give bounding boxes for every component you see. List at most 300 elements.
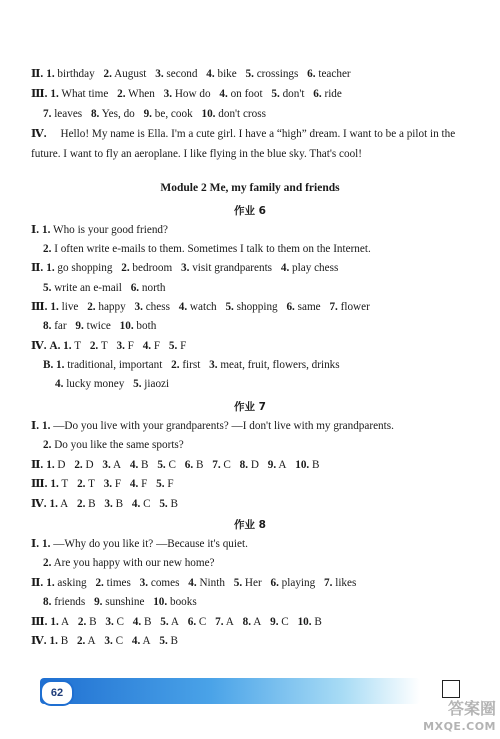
item-number: 5. (233, 577, 243, 589)
item-number: 7. (43, 108, 52, 120)
item-answer: T (61, 478, 69, 490)
item-answer: times (106, 577, 131, 589)
item-answer: A (112, 459, 122, 471)
item-answer: B (88, 498, 96, 510)
item-answer: first (182, 359, 201, 371)
item-number: 4. (206, 68, 215, 80)
item-answer: C (223, 459, 231, 471)
item-number: 3. (104, 498, 113, 510)
item-number: 5. (43, 282, 52, 294)
answer-item (91, 108, 135, 120)
item-number: 3. (139, 577, 149, 589)
item-answer: likes (335, 577, 357, 589)
watermark-logo (410, 700, 496, 736)
item-number: 7. (329, 301, 338, 313)
answer-item (140, 577, 180, 589)
item-answer: shopping (236, 301, 278, 313)
item-number: 5. (160, 616, 169, 628)
answer-line (31, 419, 394, 433)
answer-item (155, 68, 197, 80)
answer-item (104, 68, 147, 80)
answer-line (31, 300, 370, 314)
item-number: 4. (55, 378, 64, 390)
item-number: B. 1. (43, 359, 65, 371)
item-answer: A (253, 616, 262, 628)
item-answer: both (136, 320, 157, 332)
answer-item (246, 68, 299, 80)
answer-item (243, 616, 262, 628)
item-number: 2. (43, 439, 52, 451)
answer-line (31, 477, 174, 491)
answer-item (132, 498, 151, 510)
item-number: 3. (163, 88, 173, 100)
answer-item (43, 108, 82, 120)
answer-item (105, 616, 124, 628)
section-number: Ⅲ. (31, 301, 48, 313)
item-number: 2. (74, 459, 83, 471)
item-number: 9. (143, 108, 152, 120)
item-answer: comes (150, 577, 180, 589)
item-answer: Ninth (199, 577, 225, 589)
item-answer: friends (54, 596, 86, 608)
answer-item (307, 68, 350, 80)
item-number: 2. (95, 577, 104, 589)
answer-item (159, 635, 178, 647)
item-answer: don't (282, 88, 305, 100)
answer-item (104, 498, 123, 510)
item-answer: on foot (230, 88, 263, 100)
item-number: 4. (280, 262, 290, 274)
answer-line (43, 281, 166, 295)
section-number: Ⅰ. (31, 224, 40, 236)
item-number: 5. (156, 478, 165, 490)
item-answer: F (127, 340, 134, 352)
answer-item (153, 596, 197, 608)
item-number: 1. (46, 262, 55, 274)
item-answer: C (143, 498, 151, 510)
item-number: 3. (105, 616, 114, 628)
answer-item (329, 301, 369, 313)
answer-item (117, 88, 155, 100)
answer-item (130, 459, 149, 471)
item-answer: B (141, 459, 149, 471)
answer-item (43, 359, 162, 371)
answer-item (133, 378, 169, 390)
answer-item (116, 340, 133, 352)
item-number: 2. (89, 340, 99, 352)
answer-item (104, 635, 123, 647)
item-number: 2. (121, 262, 130, 274)
item-number: 5. (159, 635, 168, 647)
item-number: 1. (42, 420, 51, 432)
section-number: Ⅱ. (31, 262, 44, 274)
item-answer: happy (98, 301, 126, 313)
item-number: 10. (295, 459, 310, 471)
item-number: 6. (184, 459, 194, 471)
item-number: 1. (42, 538, 51, 550)
answer-item (43, 557, 215, 569)
answer-item (50, 88, 108, 100)
item-number: 3. (134, 301, 143, 313)
item-number: 6. (286, 301, 295, 313)
item-number: 2. (103, 68, 112, 80)
item-answer: When (128, 88, 155, 100)
answer-item (87, 301, 126, 313)
item-number: 4. (132, 616, 142, 628)
item-number: 3. (155, 68, 164, 80)
item-number: 3. (104, 635, 113, 647)
item-number: 10. (297, 616, 312, 628)
answer-item (50, 301, 78, 313)
item-answer: don't cross (218, 108, 266, 120)
item-number: 4. (129, 459, 139, 471)
item-number: 4. (188, 577, 197, 589)
item-answer: F (153, 340, 161, 352)
answer-item (298, 616, 322, 628)
item-answer: A (225, 616, 234, 628)
item-number: 2. (43, 243, 52, 255)
answer-item (95, 577, 130, 589)
section-number: Ⅳ. (31, 128, 47, 140)
answer-item (94, 596, 144, 608)
item-number: 1. (42, 224, 51, 236)
answer-item (42, 420, 394, 432)
homework-heading: 作业 7 (234, 401, 266, 413)
answer-item (188, 616, 207, 628)
section-number: Ⅱ. (31, 68, 44, 80)
section-number: Ⅰ. (31, 420, 40, 432)
item-answer: —Why do you like it? —Because it's quiet. (53, 538, 248, 550)
item-number: 7. (324, 577, 333, 589)
item-number: 1. (46, 459, 55, 471)
item-number: 8. (43, 596, 52, 608)
item-answer: twice (86, 320, 111, 332)
item-number: 10. (201, 108, 216, 120)
item-answer: How do (174, 88, 211, 100)
answer-item (77, 498, 96, 510)
item-answer: crossings (256, 68, 299, 80)
answer-item (90, 340, 108, 352)
item-number: 4. (129, 478, 139, 490)
item-answer: D (85, 459, 94, 471)
item-number: 2. (77, 616, 87, 628)
answer-line (31, 615, 322, 629)
answer-item (286, 301, 320, 313)
item-number: 4. (178, 301, 188, 313)
answer-item (188, 577, 225, 589)
item-number: 2. (76, 498, 86, 510)
answer-item (46, 577, 86, 589)
square-outline-icon (442, 680, 460, 698)
section-number: Ⅳ. (31, 340, 47, 352)
answer-item (234, 577, 262, 589)
item-answer: Are you happy with our new home? (53, 557, 215, 569)
item-number: 5. (225, 301, 234, 313)
item-answer: B (115, 498, 124, 510)
item-answer: B (314, 616, 322, 628)
item-answer: books (169, 596, 197, 608)
item-answer: Do you like the same sports? (54, 439, 184, 451)
item-number: 1. (50, 616, 59, 628)
answer-line (43, 358, 340, 372)
item-answer: visit grandparents (192, 262, 273, 274)
answer-item (50, 635, 69, 647)
item-number: 6. (130, 282, 140, 294)
item-number: 9. (75, 320, 84, 332)
item-answer: T (100, 340, 108, 352)
item-answer: B (170, 498, 178, 510)
item-answer: birthday (57, 68, 95, 80)
item-number: 1. (50, 478, 59, 490)
answer-item (43, 320, 67, 332)
item-answer: F (114, 478, 122, 490)
item-number: 9. (267, 459, 277, 471)
answer-line (31, 497, 178, 511)
answer-item (215, 616, 234, 628)
item-number: 5. (133, 378, 142, 390)
answer-item (271, 88, 304, 100)
section-number: Ⅰ. (31, 538, 40, 550)
item-answer: B (195, 459, 204, 471)
item-answer: bedroom (132, 262, 173, 274)
answer-item (77, 635, 96, 647)
item-number: 8. (242, 616, 252, 628)
item-answer: ride (324, 88, 342, 100)
item-number: 3. (209, 359, 218, 371)
answer-line (31, 67, 351, 81)
answer-line (31, 339, 186, 353)
item-number: 1. (50, 301, 59, 313)
item-answer: live (61, 301, 79, 313)
homework-heading: 作业 8 (234, 519, 266, 531)
answer-item (130, 478, 147, 490)
module-title: Module 2 Me, my family and friends (160, 182, 340, 194)
item-answer: A (60, 498, 69, 510)
answer-item (270, 577, 315, 589)
page-number: 62 (40, 680, 74, 706)
item-number: 5. (157, 459, 166, 471)
item-number: 3. (102, 459, 111, 471)
item-answer: jiaozi (144, 378, 170, 390)
item-number: 4. (219, 88, 228, 100)
item-answer: lucky money (66, 378, 125, 390)
item-answer: playing (281, 577, 316, 589)
item-answer: C (168, 459, 176, 471)
item-answer: C (281, 616, 289, 628)
answer-line (31, 87, 342, 101)
item-number: 9. (94, 596, 103, 608)
item-number: A. 1. (49, 340, 72, 352)
answer-item (144, 108, 193, 120)
item-number: 10. (119, 320, 134, 332)
item-answer: be, cook (154, 108, 193, 120)
answer-item (324, 577, 356, 589)
answer-item (121, 262, 172, 274)
answer-item (77, 478, 95, 490)
answer-item (209, 359, 340, 371)
item-answer: write an e-mail (54, 282, 122, 294)
answer-item (120, 320, 157, 332)
item-number: 5. (168, 340, 178, 352)
watermark-text: 答案圈 (447, 699, 496, 718)
item-number: 2. (43, 557, 52, 569)
answer-item (75, 320, 110, 332)
watermark-url: MXQE.COM (423, 720, 496, 733)
item-answer: play chess (292, 262, 339, 274)
item-answer: D (57, 459, 66, 471)
item-answer: traditional, important (67, 359, 163, 371)
answer-item (225, 301, 277, 313)
item-answer: Who is your good friend? (53, 224, 168, 236)
answer-item (206, 68, 236, 80)
item-answer: F (167, 478, 174, 490)
answer-item (104, 478, 121, 490)
item-answer: F (180, 340, 187, 352)
item-answer: teacher (318, 68, 351, 80)
item-number: 2. (87, 301, 96, 313)
answer-item (43, 439, 184, 451)
item-number: 8. (90, 108, 100, 120)
homework-heading: 作业 6 (234, 205, 266, 217)
item-answer: C (116, 616, 124, 628)
item-answer: B (89, 616, 97, 628)
section-number: Ⅲ. (31, 478, 48, 490)
answer-item (157, 459, 176, 471)
item-number: 6. (313, 88, 322, 100)
item-answer: T (88, 478, 95, 490)
item-number: 6. (307, 68, 316, 80)
answer-item (55, 378, 124, 390)
answer-line (31, 261, 338, 275)
answer-item (132, 635, 151, 647)
item-answer: I often write e-mails to them. Sometimes I talk to them on the Internet. (54, 243, 371, 255)
item-answer: B (143, 616, 152, 628)
item-answer: B (60, 635, 69, 647)
section-number: Ⅱ. (31, 577, 44, 589)
answer-item (46, 262, 112, 274)
item-answer: chess (145, 301, 170, 313)
answer-item (50, 340, 82, 352)
answer-item (179, 301, 217, 313)
item-answer: A (61, 616, 70, 628)
answer-item (171, 359, 200, 371)
answer-item (295, 459, 319, 471)
item-number: 4. (131, 498, 141, 510)
answer-line (55, 377, 169, 391)
item-number: 2. (117, 88, 126, 100)
answer-item (102, 459, 121, 471)
item-number: 8. (43, 320, 52, 332)
item-answer: meat, fruit, flowers, drinks (220, 359, 340, 371)
item-number: 5. (159, 498, 168, 510)
answer-line (43, 319, 156, 333)
answer-item (201, 108, 265, 120)
answer-item (169, 340, 186, 352)
item-number: 3. (103, 478, 113, 490)
answer-item (268, 459, 287, 471)
answer-item (135, 301, 170, 313)
item-answer: C (198, 616, 207, 628)
answer-line (43, 438, 184, 452)
answer-line (43, 556, 215, 570)
answer-line (31, 634, 178, 648)
answer-line (31, 458, 319, 472)
item-number: 10. (153, 596, 168, 608)
item-number: 2. (171, 359, 180, 371)
answer-line (31, 223, 168, 237)
answer-item (50, 478, 68, 490)
item-number: 3. (116, 340, 125, 352)
answer-item (281, 262, 338, 274)
item-answer: Yes, do (101, 108, 135, 120)
item-number: 5. (271, 88, 280, 100)
answer-line (43, 242, 371, 256)
answer-item (74, 459, 93, 471)
item-number: 2. (76, 635, 86, 647)
item-answer: A (170, 616, 179, 628)
item-number: 8. (239, 459, 249, 471)
item-number: 1. (46, 577, 55, 589)
item-number: 6. (187, 616, 197, 628)
paragraph-text: Hello! My name is Ella. I'm a cute girl. I have a “high” dream. I want to be a pilot in the future. I want to fly an aeroplane. I like flying in the blue sky. That's cool! (31, 128, 456, 160)
answer-line (31, 576, 356, 590)
item-answer: August (114, 68, 147, 80)
answer-item (46, 459, 65, 471)
item-answer: A (142, 635, 151, 647)
item-answer: B (312, 459, 320, 471)
answer-item (219, 88, 262, 100)
item-answer: —Do you live with your grandparents? —I don't live with my grandparents. (53, 420, 394, 432)
item-number: 2. (77, 478, 86, 490)
item-answer: leaves (54, 108, 83, 120)
item-answer: What time (61, 88, 109, 100)
answer-item (42, 224, 168, 236)
item-answer: C (115, 635, 124, 647)
answer-item (159, 498, 178, 510)
item-answer: B (170, 635, 178, 647)
item-number: 1. (49, 498, 58, 510)
item-answer: Her (244, 577, 262, 589)
item-answer: A (87, 635, 96, 647)
item-answer: bike (217, 68, 237, 80)
item-number: 7. (215, 616, 224, 628)
answer-item (78, 616, 97, 628)
answer-item (164, 88, 211, 100)
answer-line (43, 595, 197, 609)
item-answer: north (141, 282, 166, 294)
item-number: 1. (50, 88, 59, 100)
item-answer: watch (189, 301, 217, 313)
answer-item (160, 616, 179, 628)
answer-item (185, 459, 204, 471)
answer-item (156, 478, 173, 490)
answer-item (131, 282, 166, 294)
section-number: Ⅱ. (31, 459, 44, 471)
section-number: Ⅲ. (31, 88, 48, 100)
answer-item (50, 616, 69, 628)
paragraph-answer (31, 124, 461, 164)
answer-item (46, 68, 94, 80)
answer-item (240, 459, 259, 471)
item-number: 6. (270, 577, 279, 589)
item-answer: flower (340, 301, 370, 313)
item-answer: T (74, 340, 82, 352)
item-answer: sunshine (105, 596, 145, 608)
item-answer: far (54, 320, 67, 332)
answer-item (133, 616, 152, 628)
section-number: Ⅳ. (31, 635, 47, 647)
answer-item (43, 596, 85, 608)
